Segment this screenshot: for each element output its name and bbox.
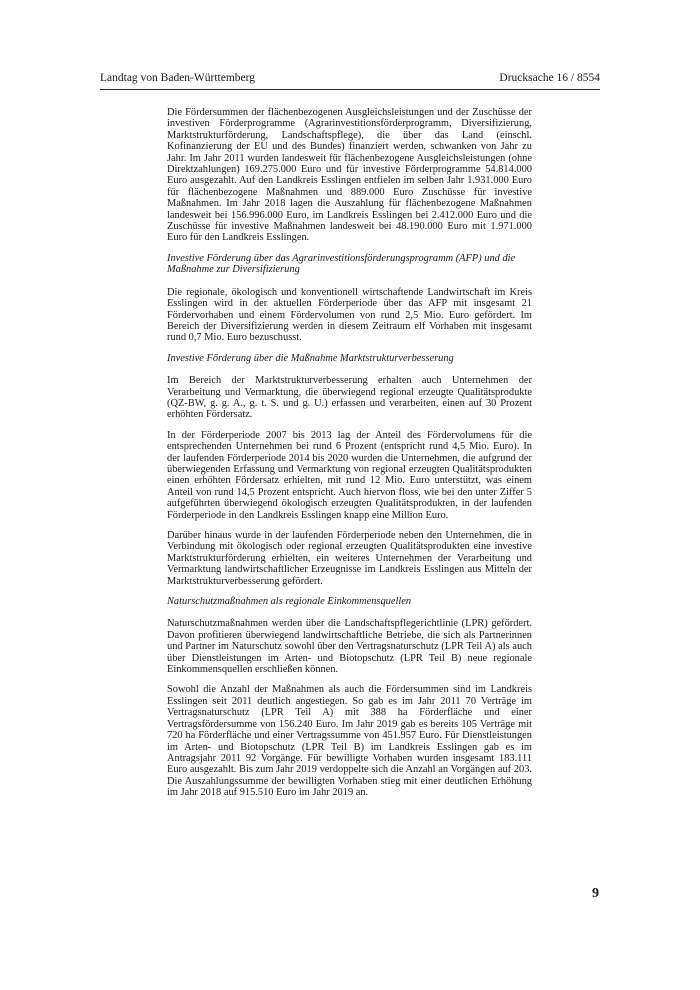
paragraph-foerdersummen: Die Fördersummen der flächenbezogenen Ausgleichsleistungen und der Zuschüsse der investiven Förderprogramme (Agrarinvestitionsförderprogramm, Diversifizierung, Marktstrukturförderung, Landschaftspflege), die über das Land (einschl. Kofinanzierung der EU und des Bundes) finanziert werden, schwanken von Jahr zu Jahr. Im Jahr 2011 wurden landesweit für flächenbezogene Ausgleichsleistungen (ohne Direktzahlungen) 169.275.000 Euro und für investive Förderprogramme 54.814.000 Euro ausgezahlt. Auf den Landkreis Esslingen entfielen im selben Jahr 1.931.000 Euro für flächenbezogene Maßnahmen und 889.000 Euro Zuschüsse für investive Maßnahmen. Im Jahr 2018 lagen die Auszahlung für flächenbezogene Maßnahmen landesweit bei 156.996.000 Euro, im Landkreis Esslingen bei 2.412.000 Euro und die Zuschüsse für investive Maßnahmen landesweit bei 48.190.000 Euro mit 1.971.000 Euro für den Landkreis Esslingen. bbox=[167, 107, 532, 244]
page-header bbox=[100, 72, 600, 88]
paragraph-marktstruktur-2: In der Förderperiode 2007 bis 2013 lag der Anteil des Fördervolumens für die entsprechenden Unternehmen bei rund 6 Prozent (entspricht rund 4,5 Mio. Euro). In der laufenden Förderperiode 2014 bis 2020 wurden die Unternehmen, die aufgrund der überwiegenden Erfassung und Vermarktung von regional erzeugten Qualitätsprodukten einen erhöhten Fördersatz erhielten, mit rund 12 Mio. Euro unterstützt, was einem Anteil von rund 14,5 Prozent entspricht. Auch hiervon floss, wie bei den unter Ziffer 5 aufgeführten überwiegend ökologisch erzeugten Qualitätsprodukten, in der laufenden Förderperiode in den Landkreis Esslingen knapp eine Million Euro. bbox=[167, 429, 532, 521]
paragraph-naturschutz-1: Naturschutzmaßnahmen werden über die Landschaftspflegerichtlinie (LPR) gefördert. Davon profitieren überwiegend landwirtschaftliche Betriebe, die sich als Partnerinnen und Partner im Naturschutz sowohl über den Vertragsnaturschutz (LPR Teil A) als auch über Dienstleistungen im Arten- und Biotopschutz (LPR Teil B) neue regionale Einkommensquellen erschließen können. bbox=[167, 618, 532, 676]
page-number: 9 bbox=[592, 886, 599, 901]
paragraph-marktstruktur-1: Im Bereich der Marktstrukturverbesserung erhalten auch Unternehmen der Verarbeitung und Vermarktung, die überwiegend regional erzeugte Qualitätsprodukte (QZ-BW, g. g. A., g. t. S. und g. U.) erfassen und verarbeiten, einen auf 30 Prozent erhöhten Fördersatz. bbox=[167, 375, 532, 421]
paragraph-afp: Die regionale, ökologisch und konventionell wirtschaftende Landwirtschaft im Kreis Esslingen wird in der aktuellen Förderperiode über das AFP mit insgesamt 21 Fördervorhaben und einem Fördervolumen von rund 2,5 Mio. Euro gefördert. Im Bereich der Diversifizierung werden in diesem Zeitraum elf Vorhaben mit insgesamt rund 0,7 Mio. Euro bezuschusst. bbox=[167, 286, 532, 344]
heading-afp: Investive Förderung über das Agrarinvestitionsförderungsprogramm (AFP) und die Maßnahme zur Diversifizierung bbox=[167, 252, 516, 276]
paragraph-marktstruktur-3: Darüber hinaus wurde in der laufenden Förderperiode neben den Unternehmen, die in Verbindung mit ökologisch oder regional erzeugten Qualitätsprodukten eine investive Marktstrukturförderung erhielten, ein weiteres Unternehmen der Verarbeitung und Vermarktung landwirtschaftlicher Erzeugnisse im Landkreis Esslingen aus Mitteln der Marktstrukturverbesserung gefördert. bbox=[167, 530, 532, 587]
header-institution: Landtag von Baden-Württemberg bbox=[100, 72, 255, 84]
paragraph-naturschutz-2: Sowohl die Anzahl der Maßnahmen als auch die Fördersummen sind im Landkreis Esslingen seit 2011 deutlich angestiegen. So gab es im Jahr 2011 70 Verträge im Vertragsnaturschutz (LPR Teil A) mit 388 ha Förderfläche und einer Vertragsfördersumme von 156.240 Euro. Im Jahr 2019 gab es bereits 105 Verträge mit 720 ha Förderfläche und einer Vertragssumme von 451.957 Euro. Für Dienstleistungen im Arten- und Biotopschutz (LPR Teil B) im Landkreis Esslingen gab es im Antragsjahr 2011 92 Vorgänge. Für bewilligte Vorhaben wurden insgesamt 183.111 Euro ausgezahlt. Bis zum Jahr 2019 verdoppelte sich die Anzahl an Vorgängen auf 203. Die Auszahlungssumme der bewilligten Vorhaben stieg mit einer deutlichen Erhöhung im Jahr 2018 auf 915.510 Euro im Jahr 2019 an. bbox=[167, 684, 532, 799]
heading-marktstruktur: Investive Förderung über die Maßnahme Marktstrukturverbesserung bbox=[167, 352, 454, 364]
heading-naturschutz: Naturschutzmaßnahmen als regionale Einkommensquellen bbox=[167, 596, 412, 608]
header-rule bbox=[100, 89, 600, 90]
header-document-number: Drucksache 16 / 8554 bbox=[499, 72, 600, 84]
document-body bbox=[167, 107, 532, 808]
